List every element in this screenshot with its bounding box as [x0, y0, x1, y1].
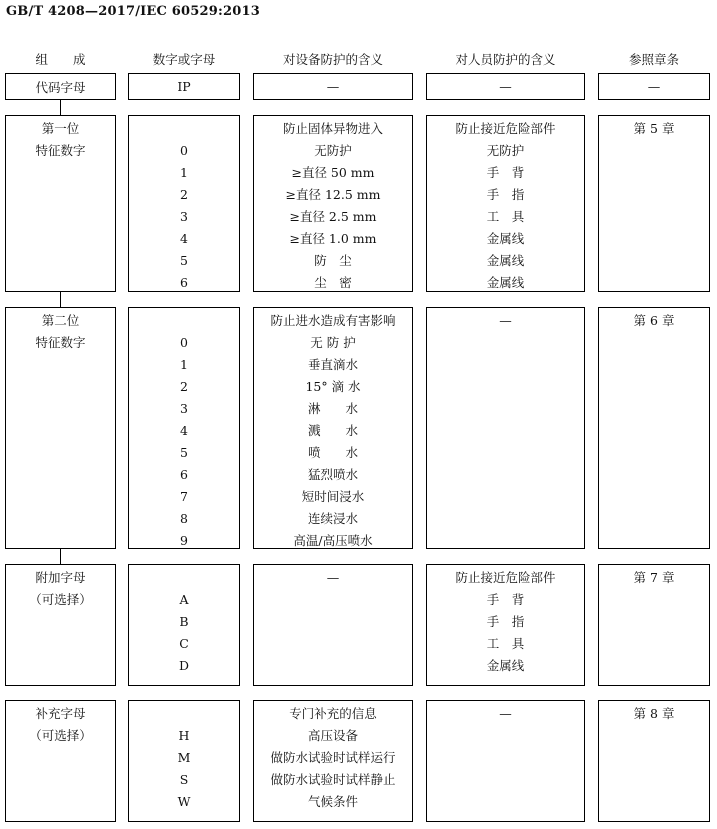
symbol-value: 2 [180, 187, 188, 202]
persons-meaning: 金属线 [486, 275, 525, 290]
equipment-meaning: 溅 水 [307, 423, 358, 438]
persons-meaning: — [499, 313, 512, 328]
component-label: 补充字母 [35, 706, 86, 721]
equipment-meaning: 猛烈喷水 [307, 467, 358, 482]
equipment-meaning: 15° 滴 水 [305, 379, 361, 394]
persons-meaning: 防止接近危险部件 [455, 121, 556, 136]
code-letters-label: 代码字母 [35, 79, 86, 95]
reference-clause: 第 5 章 [633, 121, 675, 136]
symbol-value: 1 [180, 357, 188, 372]
component-label: 第一位 [41, 121, 80, 136]
group-2-symbol-box [128, 307, 240, 549]
group-3-reference-box [598, 564, 710, 686]
persons-meaning: — [499, 706, 512, 721]
symbol-value: 4 [180, 423, 188, 438]
equipment-meaning: ≥直径 50 mm [291, 165, 375, 180]
code-symbol-box [128, 73, 240, 100]
component-label: 附加字母 [35, 570, 86, 585]
reference-clause: 第 8 章 [633, 706, 675, 721]
equipment-meaning: 防止固体异物进入 [282, 121, 383, 136]
code-symbol: IP [177, 79, 191, 94]
equipment-meaning: 防止进水造成有害影响 [270, 313, 396, 328]
equipment-meaning: 防 尘 [314, 253, 352, 268]
equipment-meaning: 无 防 护 [310, 335, 356, 350]
symbol-value: B [179, 614, 189, 629]
component-label: 特征数字 [35, 335, 86, 350]
equipment-meaning: 专门补充的信息 [289, 706, 377, 721]
persons-meaning: 手 背 [486, 165, 525, 180]
group-1-symbol-box [128, 115, 240, 292]
equipment-meaning: 连续浸水 [307, 511, 358, 526]
component-label: （可选择） [29, 728, 92, 743]
persons-meaning: 手 背 [486, 592, 525, 607]
group-4-reference-box [598, 700, 710, 822]
symbol-value: 0 [180, 335, 188, 350]
symbol-value: 5 [180, 445, 188, 460]
group-1-reference-box [598, 115, 710, 292]
symbol-value: 5 [180, 253, 188, 268]
code-equipment: — [326, 79, 340, 94]
component-label: （可选择） [29, 592, 92, 607]
symbol-value: C [179, 636, 189, 651]
equipment-meaning: 短时间浸水 [301, 489, 365, 504]
persons-meaning: 金属线 [486, 231, 525, 246]
equipment-meaning: 气候条件 [307, 794, 358, 809]
standard-identifier: GB/T 4208—2017/IEC 60529:2013 [6, 4, 261, 19]
persons-meaning: 无防护 [486, 143, 525, 158]
symbol-value: A [179, 592, 189, 607]
group-2-component-box [5, 307, 116, 549]
group-4-symbol-box [128, 700, 240, 822]
group-2-equipment-box [253, 307, 413, 549]
symbol-value: 3 [180, 209, 188, 224]
persons-meaning: 工 具 [486, 209, 525, 224]
equipment-meaning: 喷 水 [307, 445, 358, 460]
header-persons: 对人员防护的含义 [455, 52, 556, 67]
component-label: 特征数字 [35, 143, 86, 158]
connector-line [60, 292, 61, 307]
group-3-equipment-box [253, 564, 413, 686]
equipment-meaning: ≥直径 1.0 mm [289, 231, 377, 246]
equipment-meaning: 淋 水 [307, 401, 358, 416]
group-4-component-box [5, 700, 116, 822]
connector-line [60, 549, 61, 564]
code-letters-box [5, 73, 116, 100]
component-label: 第二位 [41, 313, 80, 328]
symbol-value: 7 [180, 489, 188, 504]
group-3-component-box [5, 564, 116, 686]
code-reference: — [647, 79, 661, 94]
code-persons-box [426, 73, 585, 100]
reference-clause: 第 7 章 [633, 570, 675, 585]
symbol-value: S [179, 772, 189, 787]
symbol-value: D [178, 658, 190, 673]
equipment-meaning: ≥直径 12.5 mm [285, 187, 381, 202]
group-4-persons-box [426, 700, 585, 822]
group-1-component-box [5, 115, 116, 292]
equipment-meaning: 做防水试验时试样静止 [270, 772, 396, 787]
equipment-meaning: 高温/高压喷水 [293, 533, 373, 548]
symbol-value: 6 [180, 275, 188, 290]
symbol-value: 8 [180, 511, 188, 526]
persons-meaning: 防止接近危险部件 [455, 570, 556, 585]
persons-meaning: 工 具 [486, 636, 525, 651]
code-equipment-box [253, 73, 413, 100]
equipment-meaning: 高压设备 [307, 728, 358, 743]
equipment-meaning: 尘 密 [314, 275, 352, 290]
header-component: 组 成 [35, 52, 86, 67]
code-persons: — [499, 79, 512, 94]
symbol-value: 0 [180, 143, 188, 158]
symbol-value: 4 [180, 231, 188, 246]
group-4-equipment-box [253, 700, 413, 822]
persons-meaning: 手 指 [486, 614, 525, 629]
symbol-value: 3 [180, 401, 188, 416]
persons-meaning: 金属线 [486, 253, 525, 268]
symbol-value: 6 [180, 467, 188, 482]
group-1-equipment-box [253, 115, 413, 292]
group-1-persons-box [426, 115, 585, 292]
equipment-meaning: 无防护 [314, 143, 352, 158]
group-3-persons-box [426, 564, 585, 686]
group-2-persons-box [426, 307, 585, 549]
header-symbol: 数字或字母 [152, 52, 216, 67]
symbol-value: 1 [180, 165, 188, 180]
symbol-value: 9 [180, 533, 188, 548]
persons-meaning: 金属线 [486, 658, 525, 673]
group-3-symbol-box [128, 564, 240, 686]
header-equipment: 对设备防护的含义 [282, 52, 383, 67]
symbol-value: M [177, 750, 191, 765]
group-2-reference-box [598, 307, 710, 549]
header-reference: 参照章条 [628, 52, 679, 67]
reference-clause: 第 6 章 [633, 313, 675, 328]
equipment-meaning: 垂直滴水 [307, 357, 358, 372]
equipment-meaning: 做防水试验时试样运行 [270, 750, 396, 765]
symbol-value: H [178, 728, 190, 743]
equipment-meaning: — [326, 570, 340, 585]
code-reference-box [598, 73, 710, 100]
equipment-meaning: ≥直径 2.5 mm [289, 209, 377, 224]
persons-meaning: 手 指 [486, 187, 525, 202]
symbol-value: 2 [180, 379, 188, 394]
connector-line [60, 100, 61, 115]
symbol-value: W [177, 794, 191, 809]
